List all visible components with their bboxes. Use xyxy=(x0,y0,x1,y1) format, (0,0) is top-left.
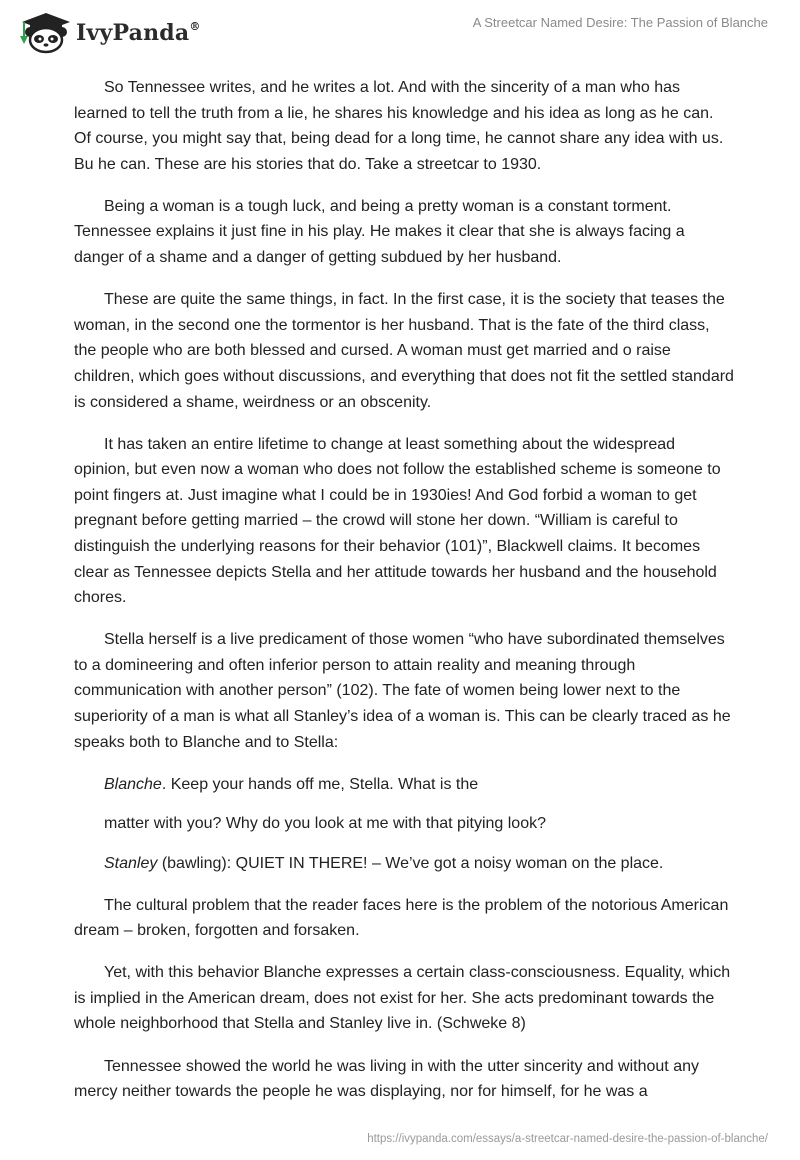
essay-body xyxy=(74,75,734,1121)
quote-text: (bawling): QUIET IN THERE! – We’ve got a noisy woman on the place. xyxy=(157,854,664,872)
paragraph: It has taken an entire lifetime to change at least something about the widespread opinion, but even now a woman who does not follow the established scheme is someone to point fingers at. Just imagine what I could be in 1930ies! And God forbid a woman to get pregnant before getting married – the crowd will stone her down. “William is careful to distinguish the underlying reasons for their behavior (101)”, Blackwell claims. It becomes clear as Tennessee depicts Stella and her attitude towards her husband and the household chores. xyxy=(74,435,721,607)
paragraph: These are quite the same things, in fact. In the first case, it is the society that teases the woman, in the second one the tormentor is her husband. That is the fate of the third class, the people who are both blessed and cursed. A woman must get married and o raise children, which goes without discussions, and everything that does not fit the settled standard is considered a shame, weirdness or an obscenity. xyxy=(74,291,734,411)
quote-line-blanche xyxy=(104,772,734,798)
source-url[interactable]: https://ivypanda.com/essays/a-streetcar-named-desire-the-passion-of-blanche/ xyxy=(367,1133,768,1145)
document-title: A Streetcar Named Desire: The Passion of Blanche xyxy=(472,15,768,30)
quote-line-continued: matter with you? Why do you look at me with that pitying look? xyxy=(104,815,546,833)
speaker-blanche: Blanche xyxy=(104,775,162,793)
quote-line-stanley xyxy=(104,851,734,877)
panda-graduate-icon xyxy=(16,10,76,54)
paragraph: Yet, with this behavior Blanche expresses a certain class-consciousness. Equality, which is implied in the American dream, does not exist for her. She acts predominant towards the whole neighborhood that Stella and Stanley live in. (Schweke 8) xyxy=(74,964,731,1033)
quote-text: . Keep your hands off me, Stella. What is the xyxy=(161,775,479,793)
paragraph: The cultural problem that the reader faces here is the problem of the notorious American dream – broken, forgotten and forsaken. xyxy=(74,896,729,940)
page-header xyxy=(0,0,800,60)
paragraph: Stella herself is a live predicament of those women “who have subordinated themselves to a domineering and often inferior person to attain reality and meaning through communication with another person” (102). The fate of women being lower next to the superiority of a man is what all Stanley’s idea of a woman is. This can be clearly traced as he speaks both to Blanche and to Stella: xyxy=(74,631,731,751)
paragraph: So Tennessee writes, and he writes a lot. And with the sincerity of a man who has learned to tell the truth from a lie, he shares his knowledge and his idea as long as he can. Of course, you might say that, being dead for a long time, he cannot share any idea with us. Bu he can. These are his stories that do. Take a streetcar to 1930. xyxy=(74,79,724,173)
speaker-stanley: Stanley xyxy=(104,854,158,872)
brand-text: IvyPanda xyxy=(76,20,190,46)
paragraph: Tennessee showed the world he was living in with the utter sincerity and without any mercy neither towards the people he was displaying, nor for himself, for he was a xyxy=(74,1057,699,1101)
paragraph: Being a woman is a tough luck, and being a pretty woman is a constant torment. Tennessee explains it just fine in his play. He makes it clear that she is always facing a danger of a shame and a danger of getting subdued by her husband. xyxy=(74,197,685,267)
brand-name[interactable] xyxy=(76,20,201,46)
ivypanda-logo[interactable] xyxy=(16,10,76,54)
registered-mark: ® xyxy=(189,19,201,33)
